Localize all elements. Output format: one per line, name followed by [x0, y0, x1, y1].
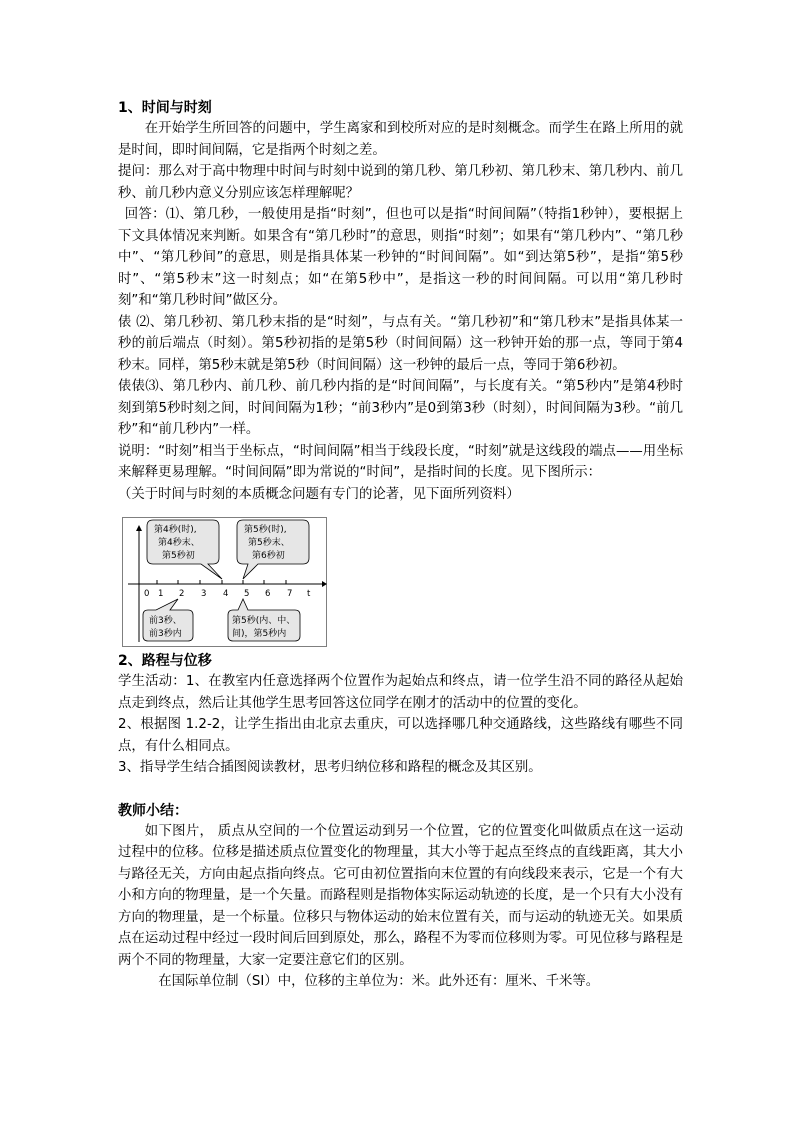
tick-label-t: t — [307, 589, 311, 599]
answer-paragraph-3: 俵俵⑶、第几秒内、前几秒、前几秒内指的是“时间间隔”，与长度有关。“第5秒内”是第4秒时刻到第5秒时刻之间，时间间隔为1秒；“前3秒内”是0到第3秒（时刻），时间间隔为3秒。“前几秒”和“前几秒内”一样。 — [118, 379, 683, 437]
explanation-paragraph: 说明：“时刻”相当于坐标点，“时间间隔”相当于线段长度，“时刻”就是这线段的端点——用坐标来解释更易理解。“时间间隔”即为常说的“时间”，是指时间的长度。见下图所示： — [118, 443, 683, 480]
callout-tl-line3: 第5秒初 — [162, 551, 195, 561]
callout-br-line1: 第5秒(内、中、 — [232, 616, 296, 626]
tick-label-1: 1 — [158, 589, 164, 599]
spacer — [118, 779, 683, 801]
answer-paragraph-1: 回答：⑴、第几秒，一般使用是指“时刻”，但也可以是指“时间间隔”（特指1秒钟），要根据上下文具体情况来判断。如果含有“第几秒时”的意思，则指“时刻”；如果有“第几秒内”、“第几秒中”、“第几秒间”的意思，则是指具体某一秒钟的“时间间隔”。如“到达第5秒”，是指“第5秒时”、“第5秒末”这一时刻点；如“在第5秒中”，是指这一秒的时间间隔。可以用“第几秒时刻”和“第几秒时间”做区分。 — [118, 207, 683, 308]
tick-label-4: 4 — [223, 589, 229, 599]
tick-label-7: 7 — [287, 589, 293, 599]
callout-tl-line1: 第4秒(时), — [154, 525, 197, 535]
tick-label-0: 0 — [144, 589, 150, 599]
activity-paragraph-1: 学生活动：1、在教室内任意选择两个位置作为起始点和终点，请一位学生沿不同的路径从起始点走到终点，然后让其他学生思考回答这位同学在刚才的活动中的位置的变化。 — [118, 674, 683, 711]
section1-heading: 1、时间与时刻 — [118, 100, 212, 116]
document-page — [118, 98, 683, 993]
timeline-svg — [122, 517, 327, 647]
activity-paragraph-2: 2、根据图 1.2-2，让学生指出由北京去重庆，可以选择哪几种交通路线，这些路线有哪些不同点，有什么相同点。 — [118, 717, 683, 754]
callout-br-line2: 间)，第5秒内 — [232, 629, 287, 639]
note-paragraph: （关于时间与时刻的本质概念问题有专门的论著，见下面所列资料） — [118, 486, 520, 502]
callout-bl-line1: 前3秒、 — [149, 616, 182, 626]
timeline-figure — [122, 517, 327, 647]
callout-bl-line2: 前3秒内 — [149, 629, 182, 639]
callout-tr-line2: 第5秒末、 — [248, 538, 290, 548]
callout-tr-line1: 第5秒(时), — [244, 525, 287, 535]
answer-paragraph-2: 俵 ⑵、第几秒初、第几秒末指的是“时刻”，与点有关。“第几秒初”和“第几秒末”是指具体某一秒的前后端点（时刻）。第5秒初指的是第5秒（时间间隔）这一秒钟开始的那一点，等同于第4秒末。同样，第5秒末就是第5秒（时间间隔）这一秒钟的最后一点，等同于第6秒初。 — [118, 314, 683, 373]
summary-paragraph-2: 在国际单位制（SI）中，位移的主单位为：米。此外还有：厘米、千米等。 — [158, 974, 600, 989]
callout-tl-line2: 第4秒末、 — [158, 538, 200, 548]
summary-heading: 教师小结： — [118, 802, 188, 819]
question-paragraph: 提问：那么对于高中物理中时间与时刻中说到的第几秒、第几秒初、第几秒末、第几秒内、前几秒、前几秒内意义分别应该怎样理解呢？ — [118, 164, 683, 201]
tick-label-6: 6 — [265, 589, 271, 599]
callout-tr-line3: 第6秒初 — [252, 551, 285, 561]
section2-heading: 2、路程与位移 — [118, 653, 212, 669]
tick-label-3: 3 — [201, 589, 207, 599]
activity-paragraph-3: 3、指导学生结合插图阅读教材，思考归纳位移和路程的概念及其区别。 — [118, 760, 542, 775]
summary-paragraph-1: 如下图片， 质点从空间的一个位置运动到另一个位置，它的位置变化叫做质点在这一运动过程中的位移。位移是描述质点位置变化的物理量，其大小等于起点至终点的直线距离，其大小与路径无关，方向由起点指向终点。它可由初位置指向末位置的有向线段来表示，它是一个有大小和方向的物理量，是一个矢量。而路程则是指物体实际运动轨迹的长度，是一个只有大小没有方向的物理量，是一个标量。位移只与物体运动的始末位置有关，而与运动的轨迹无关。如果质点在运动过程中经过一段时间后回到原处，那么，路程不为零而位移则为零。可见位移与路程是两个不同的物理量，大家一定要注意它们的区别。 — [118, 823, 683, 968]
section1-paragraph: 在开始学生所回答的问题中，学生离家和到校所对应的是时刻概念。而学生在路上所用的就是时间，即时间间隔，它是指两个时刻之差。 — [118, 121, 683, 158]
tick-label-2: 2 — [179, 589, 185, 599]
tick-label-5: 5 — [244, 589, 250, 599]
